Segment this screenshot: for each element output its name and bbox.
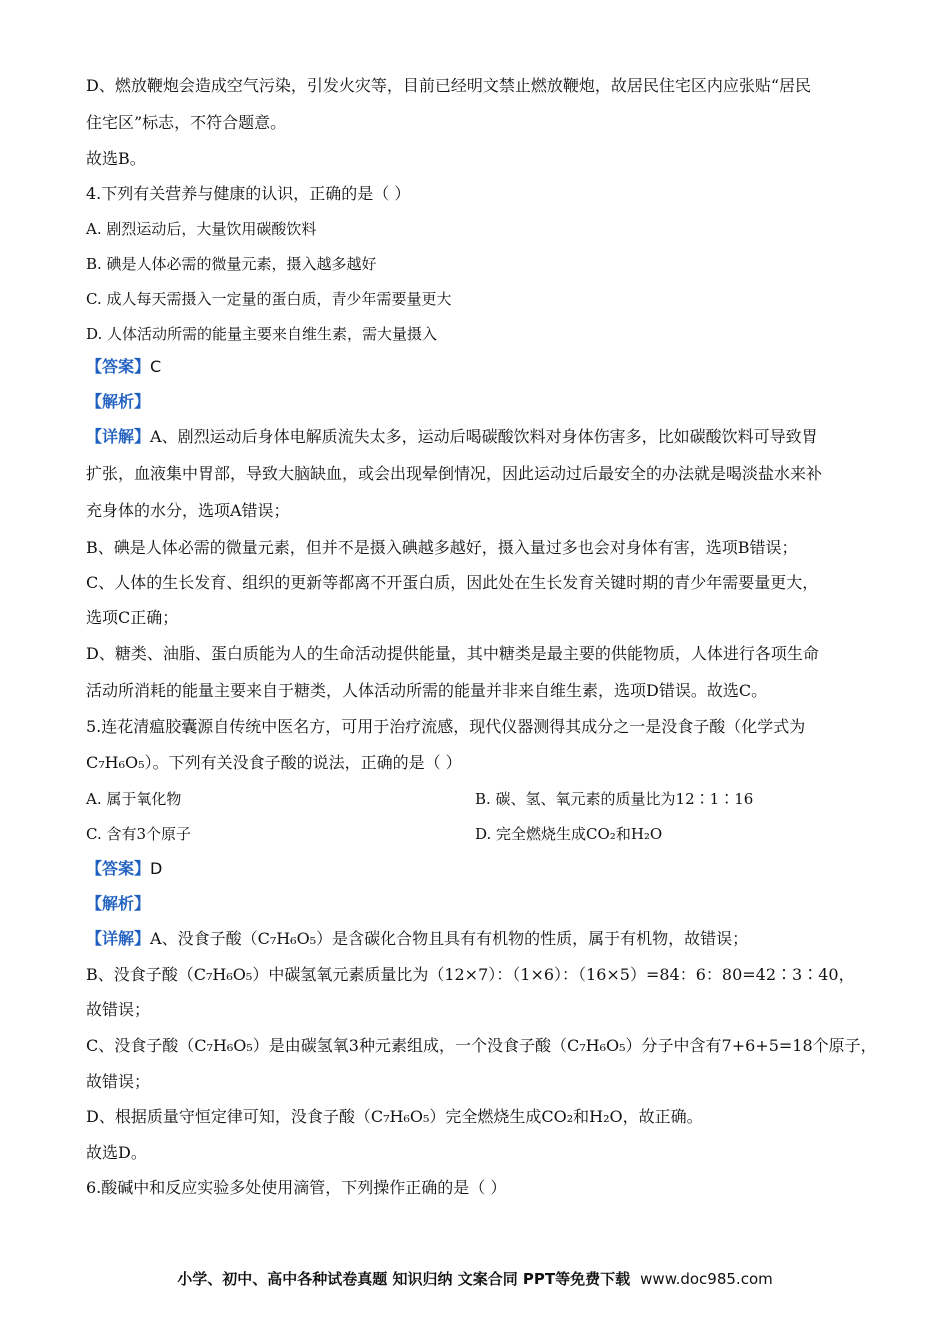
answer-value: C xyxy=(150,357,162,376)
detail-text: A、没食子酸（C₇H₆O₅）是含碳化合物且具有有机物的性质，属于有机物，故错误； xyxy=(150,929,749,948)
question-4-option-a: A. 剧烈运动后，大量饮用碳酸饮料 xyxy=(86,220,317,238)
detail-tag: 【详解】 xyxy=(86,427,151,446)
question-4-detail-line: D、糖类、油脂、蛋白质能为人的生命活动提供能量，其中糖类是最主要的供能物质，人体进行各项生命 xyxy=(86,644,819,663)
question-5-answer xyxy=(86,858,162,880)
analysis-tag: 【解析】 xyxy=(86,894,151,913)
question-4-detail-line: 扩张，血液集中胃部，导致大脑缺血，或会出现晕倒情况，因此运动过后最安全的办法就是喝淡盐水来补 xyxy=(86,464,823,483)
question-4-option-c: C. 成人每天需摄入一定量的蛋白质，青少年需要量更大 xyxy=(86,290,452,308)
detail-tag: 【详解】 xyxy=(86,929,151,948)
footer-text: 小学、初中、高中各种试卷真题 知识归纳 文案合同 PPT等免费下载 xyxy=(177,1270,631,1288)
question-5-analysis-tag xyxy=(86,893,150,915)
question-5-option-d: D. 完全燃烧生成CO₂和H₂O xyxy=(475,825,663,843)
question-4-option-b: B. 碘是人体必需的微量元素，摄入越多越好 xyxy=(86,255,377,273)
text-line: 故选B。 xyxy=(86,149,146,168)
question-5-stem: 5.连花清瘟胶囊源自传统中医名方，可用于治疗流感，现代仪器测得其成分之一是没食子酸（化学式为 xyxy=(86,717,806,736)
question-4-stem: 4.下列有关营养与健康的认识，正确的是（ ） xyxy=(86,184,411,203)
chemical-formula: C₇H₆O₅ xyxy=(86,753,145,772)
question-5-detail-line: B、没食子酸（C₇H₆O₅）中碳氢氧元素质量比为（12×7）：（1×6）：（16×5）=84：6：80=42∶3∶40， xyxy=(86,965,855,984)
question-4-detail-line: 充身体的水分，选项A错误； xyxy=(86,501,290,520)
question-4-answer xyxy=(86,356,161,378)
detail-text: A、剧烈运动后身体电解质流失太多，运动后喝碳酸饮料对身体伤害多，比如碳酸饮料可导致胃 xyxy=(150,427,818,446)
question-5-detail-line: D、根据质量守恒定律可知，没食子酸（C₇H₆O₅）完全燃烧生成CO₂和H₂O，故正确。 xyxy=(86,1107,703,1126)
question-5-detail-line: 故选D。 xyxy=(86,1143,147,1162)
question-4-option-d: D. 人体活动所需的能量主要来自维生素，需大量摄入 xyxy=(86,325,438,343)
question-4-detail-line: B、碘是人体必需的微量元素，但并不是摄入碘越多越好，摄入量过多也会对身体有害，选项B错误； xyxy=(86,538,798,557)
page-footer xyxy=(0,1268,950,1289)
text-line: D、燃放鞭炮会造成空气污染，引发火灾等，目前已经明文禁止燃放鞭炮，故居民住宅区内应张贴“居民 xyxy=(86,76,812,95)
answer-tag: 【答案】 xyxy=(86,859,151,878)
stem-text: ）。下列有关没食子酸的说法，正确的是（ ） xyxy=(144,753,462,772)
question-5-stem-line-2 xyxy=(86,752,462,774)
question-5-detail-line: 故错误； xyxy=(86,1072,151,1091)
footer-url[interactable]: www.doc985.com xyxy=(640,1270,773,1288)
question-4-detail-line: 选项C正确； xyxy=(86,608,179,627)
question-4-detail-line: 活动所消耗的能量主要来自于糖类，人体活动所需的能量并非来自维生素，选项D错误。故选C。 xyxy=(86,681,768,700)
answer-tag: 【答案】 xyxy=(86,357,151,376)
question-5-detail-line: C、没食子酸（C₇H₆O₅）是由碳氢氧3种元素组成，一个没食子酸（C₇H₆O₅）分子中含有7+6+5=18个原子， xyxy=(86,1036,877,1055)
question-5-detail-line: 故错误； xyxy=(86,1000,151,1019)
question-5-option-c: C. 含有3个原子 xyxy=(86,825,192,843)
question-4-detail-line: C、人体的生长发育、组织的更新等都离不开蛋白质，因此处在生长发育关键时期的青少年需要量更大， xyxy=(86,573,819,592)
question-5-option-b: B. 碳、氢、氧元素的质量比为12∶1∶16 xyxy=(475,790,754,808)
question-4-analysis-tag xyxy=(86,391,150,413)
question-5-option-a: A. 属于氧化物 xyxy=(86,790,182,808)
analysis-tag: 【解析】 xyxy=(86,392,151,411)
question-4-detail-line xyxy=(86,426,818,448)
question-5-detail-line xyxy=(86,928,748,950)
question-6-stem: 6.酸碱中和反应实验多处使用滴管，下列操作正确的是（ ） xyxy=(86,1178,507,1197)
text-line: 住宅区”标志，不符合题意。 xyxy=(86,113,287,132)
answer-value: D xyxy=(150,859,163,878)
